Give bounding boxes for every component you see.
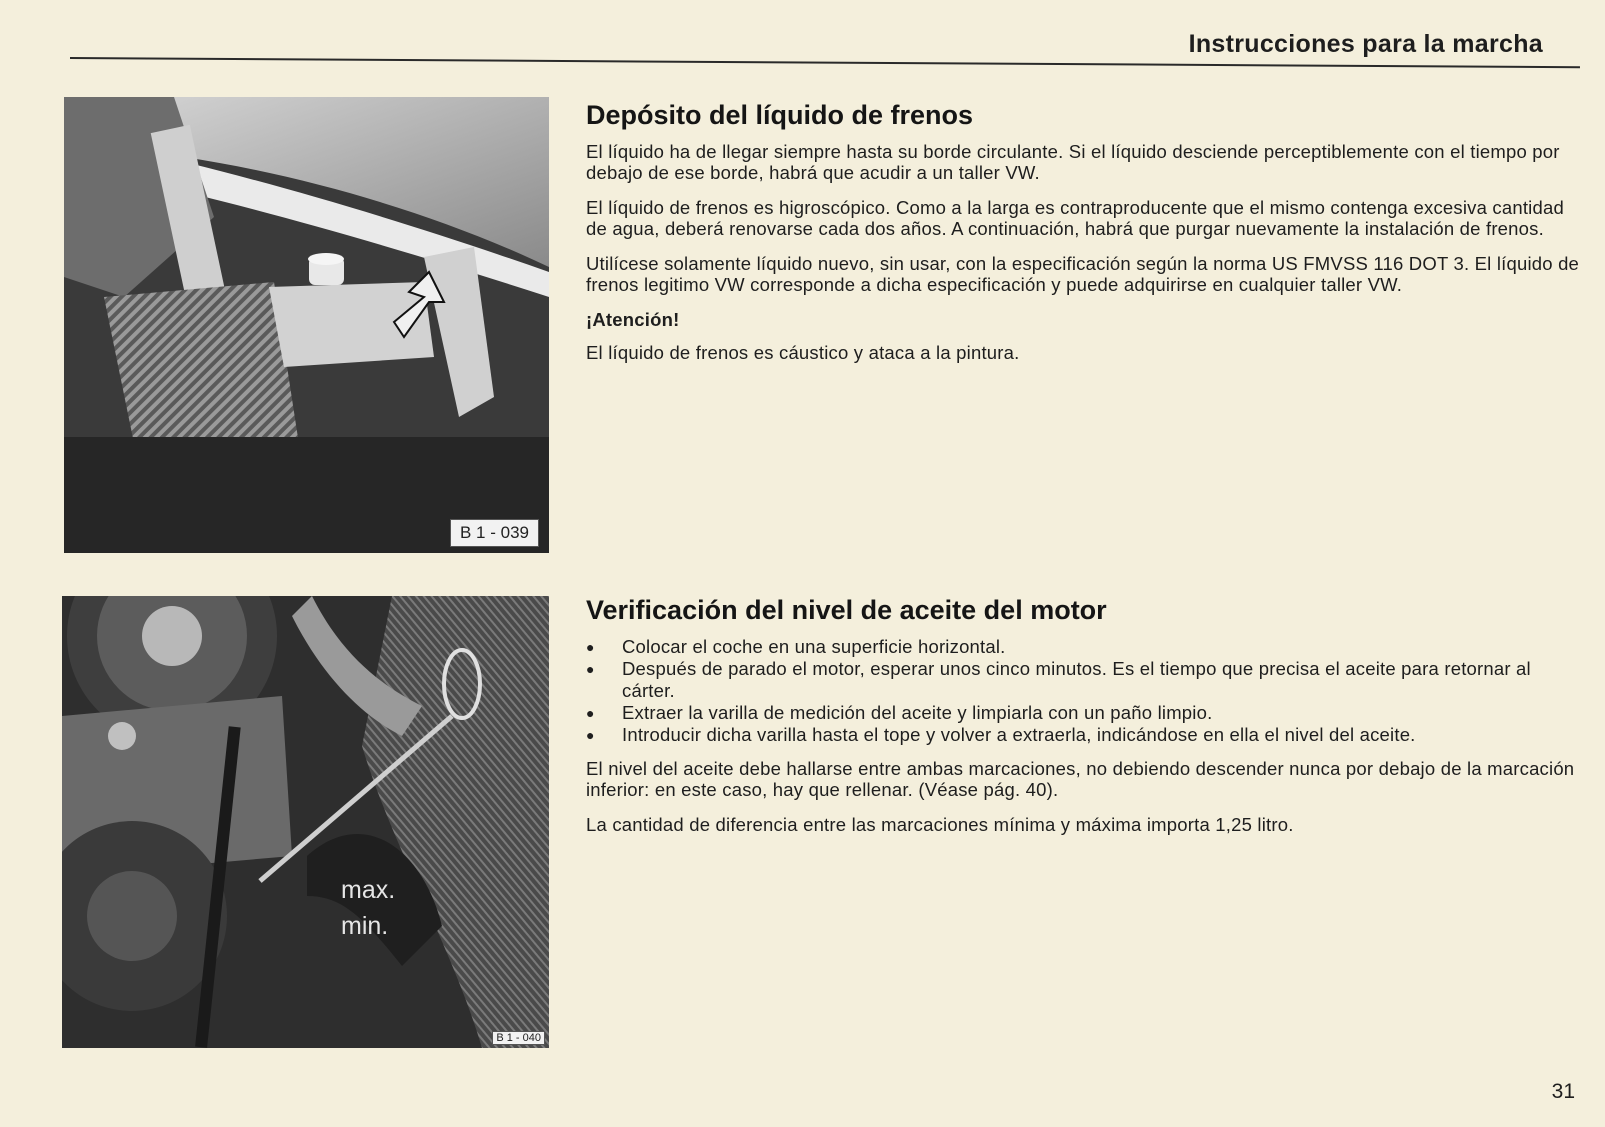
oil-dipstick-photo [62, 596, 549, 1048]
paragraph: El nivel del aceite debe hallarse entre ambas marcaciones, no debiendo descender nunca por debajo de la marcación inferior: en este caso, hay que rellenar. (Véase pág. 40). [586, 758, 1575, 800]
brake-fluid-reservoir-photo [64, 97, 549, 553]
figure-label: B 1 - 039 [450, 519, 539, 547]
warning-title: ¡Atención! [586, 309, 680, 330]
oil-dipstick-illustration [62, 596, 549, 1048]
list-item: ● Colocar el coche en una superficie horizontal. [586, 636, 1586, 658]
dipstick-max-mark: max. [341, 876, 396, 904]
engine-oil-section [586, 595, 1586, 849]
paragraph: El líquido ha de llegar siempre hasta su borde circulante. Si el líquido desciende perceptiblemente con el tiempo por debajo de ese borde, habrá que acudir a un taller VW. [586, 141, 1560, 183]
list-item: ● Después de parado el motor, esperar unos cinco minutos. Es el tiempo que precisa el aceite para retornar al cárter. [586, 658, 1586, 702]
list-item: ● Extraer la varilla de medición del aceite y limpiarla con un paño limpio. [586, 702, 1586, 724]
paragraph: La cantidad de diferencia entre las marcaciones mínima y máxima importa 1,25 litro. [586, 814, 1294, 835]
section-title: Depósito del líquido de frenos [586, 100, 974, 130]
brake-fluid-reservoir-illustration [64, 97, 549, 553]
paragraph: Utilícese solamente líquido nuevo, sin usar, con la especificación según la norma US FMVSS 116 DOT 3. El líquido de frenos legitimo VW corresponde a dicha especificación y puede adquirirse en cualquier taller VW. [586, 253, 1580, 295]
paragraph: El líquido de frenos es higroscópico. Como a la larga es contraproducente que el mismo contenga excesiva cantidad de agua, deberá renovarse cada dos años. A continuación, habrá que purgar nuevamente la instalación de frenos. [586, 197, 1564, 239]
instruction-list [586, 636, 1586, 746]
dipstick-min-mark: min. [341, 912, 389, 940]
figure-label: B 1 - 040 [492, 1031, 545, 1045]
page-header-title: Instrucciones para la marcha [1188, 30, 1543, 58]
section-title: Verificación del nivel de aceite del motor [586, 595, 1107, 625]
warning-text: El líquido de frenos es cáustico y ataca a la pintura. [586, 342, 1020, 363]
page-number: 31 [1551, 1080, 1575, 1103]
brake-fluid-section [586, 100, 1586, 377]
list-item: ● Introducir dicha varilla hasta el tope y volver a extraerla, indicándose en ella el nivel del aceite. [586, 724, 1586, 746]
